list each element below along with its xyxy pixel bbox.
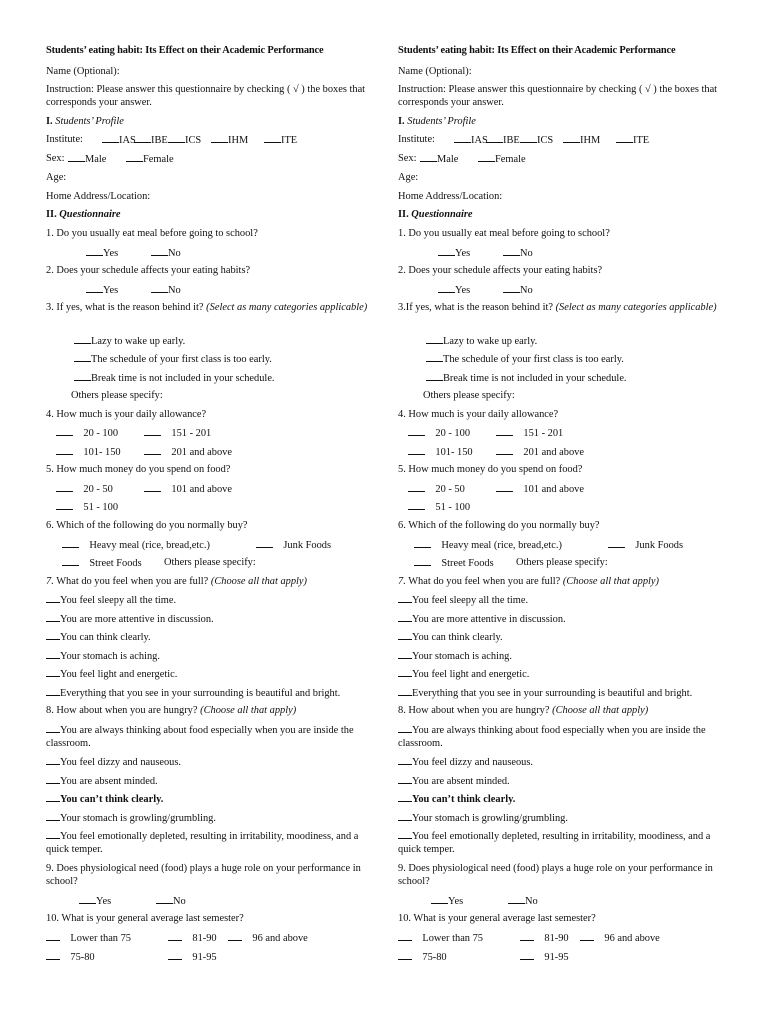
text: (Select as many categories applicable)	[206, 302, 368, 313]
text: 7.	[398, 576, 406, 587]
question-2	[398, 264, 602, 277]
answer-blank[interactable]	[168, 133, 185, 143]
answer-blank[interactable]	[74, 334, 91, 344]
text: Male	[85, 154, 107, 165]
text: You are absent minded.	[60, 776, 158, 787]
text: You can think clearly.	[412, 632, 503, 643]
answer-blank[interactable]	[398, 811, 412, 821]
text: You can’t think clearly.	[412, 794, 516, 805]
text: Lower than 75	[422, 933, 483, 944]
answer-blank[interactable]	[398, 593, 412, 603]
answer-blank[interactable]	[408, 500, 425, 510]
text: Lazy to wake up early.	[443, 336, 538, 347]
question-8	[46, 704, 296, 717]
text: You are always thinking about food especially when you are inside the classroom.	[46, 725, 354, 749]
form-title	[398, 44, 675, 57]
answer-blank[interactable]	[74, 371, 91, 381]
text: 51 - 100	[435, 502, 471, 513]
instruction	[398, 83, 728, 109]
answer-blank[interactable]	[46, 755, 60, 765]
text: II.	[398, 209, 409, 220]
text: IAS	[471, 135, 488, 146]
text: You are absent minded.	[412, 776, 510, 787]
answer-blank[interactable]	[46, 792, 60, 802]
text: Institute:	[398, 134, 435, 145]
text: No	[168, 285, 181, 296]
answer-blank[interactable]	[228, 931, 242, 941]
answer-blank[interactable]	[398, 630, 412, 640]
answer-blank[interactable]	[426, 352, 443, 362]
question-6	[46, 519, 248, 532]
text: 101 and above	[171, 484, 232, 495]
text: The schedule of your first class is too early.	[91, 354, 272, 365]
answer-blank[interactable]	[56, 500, 73, 510]
text: No	[525, 896, 538, 907]
text: Your stomach is growling/grumbling.	[60, 813, 216, 824]
answer-blank[interactable]	[563, 133, 580, 143]
answer-blank[interactable]	[398, 649, 412, 659]
text: Age:	[46, 172, 67, 183]
q8-option	[46, 774, 158, 788]
text: 1. Do you usually eat meal before going to school?	[46, 228, 258, 239]
answer-blank[interactable]	[426, 334, 443, 344]
answer-blank[interactable]	[68, 152, 85, 162]
text: Street Foods	[441, 558, 494, 569]
question-6	[398, 519, 600, 532]
question-3	[46, 301, 376, 314]
text: 20 - 100	[435, 428, 471, 439]
text: 201 and above	[171, 447, 232, 458]
age-field	[398, 171, 418, 184]
text: II.	[46, 209, 57, 220]
answer-blank[interactable]	[86, 283, 103, 293]
answer-blank[interactable]	[46, 774, 60, 784]
age-field	[46, 171, 66, 184]
address-field	[398, 190, 502, 203]
text: 9. Does physiological need (food) plays a huge role on your performance in school?	[46, 863, 361, 887]
institute-row	[398, 133, 650, 146]
text: 5. How much money do you spend on food?	[46, 464, 231, 475]
question-3	[398, 301, 728, 314]
answer-blank[interactable]	[264, 133, 281, 143]
q7-option	[398, 649, 512, 663]
text: IHM	[580, 135, 601, 146]
q7-option	[398, 593, 528, 607]
text: ITE	[281, 135, 298, 146]
text: Junk Foods	[635, 540, 684, 551]
text: You feel light and energetic.	[412, 669, 530, 680]
answer-blank[interactable]	[496, 445, 513, 455]
text: You can think clearly.	[60, 632, 151, 643]
answer-blank[interactable]	[408, 445, 425, 455]
q8-option	[398, 723, 728, 750]
q7-option	[398, 667, 529, 681]
answer-blank[interactable]	[496, 482, 513, 492]
q7-option	[46, 649, 160, 663]
answer-blank[interactable]	[46, 723, 60, 733]
q8-option	[46, 829, 376, 856]
text: (Choose all that apply)	[562, 576, 659, 587]
q8-option	[46, 723, 376, 750]
text: You feel sleepy all the time.	[412, 595, 529, 606]
text: Break time is not included in your schedule.	[443, 373, 627, 384]
text: Lower than 75	[70, 933, 131, 944]
answer-blank[interactable]	[496, 426, 513, 436]
answer-blank[interactable]	[426, 371, 443, 381]
answer-blank[interactable]	[46, 931, 60, 941]
answer-blank[interactable]	[151, 246, 168, 256]
q7-option	[46, 667, 177, 681]
answer-blank[interactable]	[438, 246, 455, 256]
answer-blank[interactable]	[46, 686, 60, 696]
question-8	[398, 704, 648, 717]
answer-blank[interactable]	[126, 152, 143, 162]
text: What do you feel when you are full?	[408, 576, 561, 587]
section-questionnaire	[46, 208, 121, 221]
question-2	[46, 264, 250, 277]
answer-blank[interactable]	[503, 283, 520, 293]
answer-blank[interactable]	[508, 894, 525, 904]
answer-blank[interactable]	[56, 445, 73, 455]
answer-blank[interactable]	[520, 931, 534, 941]
text: 91-95	[192, 952, 217, 963]
text: (Choose all that apply)	[552, 705, 649, 716]
text: 91-95	[544, 952, 569, 963]
text: IBE	[503, 135, 520, 146]
text: 75-80	[422, 952, 447, 963]
answer-blank[interactable]	[211, 133, 228, 143]
question-5	[46, 463, 230, 476]
text: 101 and above	[523, 484, 584, 495]
answer-blank[interactable]	[414, 538, 431, 548]
q8-option	[398, 829, 728, 856]
section-students-profile	[46, 115, 124, 128]
text: ITE	[633, 135, 650, 146]
answer-blank[interactable]	[398, 829, 412, 839]
text: Questionnaire	[59, 209, 121, 220]
text: IBE	[151, 135, 168, 146]
text: Home Address/Location:	[398, 191, 503, 202]
answer-blank[interactable]	[144, 482, 161, 492]
text: Everything that you see in your surrounding is beautiful and bright.	[412, 687, 693, 699]
text: 2. Does your schedule affects your eating habits?	[46, 265, 251, 276]
text: 6. Which of the following do you normally buy?	[46, 520, 248, 531]
answer-blank[interactable]	[431, 894, 448, 904]
text: 10. What is your general average last semester?	[398, 913, 596, 924]
question-10	[398, 912, 596, 925]
answer-blank[interactable]	[398, 723, 412, 733]
question-1	[398, 227, 610, 240]
text: You feel emotionally depleted, resulting in irritability, moodiness, and a quick temper.	[398, 831, 711, 855]
text: You feel dizzy and nauseous.	[60, 757, 182, 768]
text: Sex:	[46, 153, 65, 164]
text: 10. What is your general average last semester?	[46, 913, 244, 924]
text: IAS	[119, 135, 136, 146]
text: Street Foods	[89, 558, 142, 569]
text: Yes	[455, 248, 471, 259]
answer-blank[interactable]	[144, 426, 161, 436]
text: I.	[46, 116, 53, 127]
text: 20 - 100	[83, 428, 119, 439]
text: 201 and above	[523, 447, 584, 458]
answer-blank[interactable]	[168, 931, 182, 941]
q8-option	[398, 755, 533, 769]
answer-blank[interactable]	[408, 426, 425, 436]
answer-blank[interactable]	[62, 538, 79, 548]
q7-option	[398, 686, 692, 700]
answer-blank[interactable]	[503, 246, 520, 256]
text: Name (Optional):	[46, 66, 120, 77]
text: Students’ eating habit: Its Effect on their Academic Performance	[46, 45, 324, 56]
answer-blank[interactable]	[398, 931, 412, 941]
question-4	[398, 408, 558, 421]
text: You feel dizzy and nauseous.	[412, 757, 534, 768]
question-10	[46, 912, 244, 925]
q7-option	[398, 630, 503, 644]
text: Your stomach is aching.	[60, 650, 160, 662]
text: Instruction: Please answer this questionnaire by checking ( √ ) the boxes that corresponds your answer.	[398, 84, 718, 108]
text: 96 and above	[252, 933, 308, 944]
answer-blank[interactable]	[414, 556, 431, 566]
name-field	[46, 65, 120, 78]
text: 3.If yes, what is the reason behind it?	[398, 302, 553, 313]
text: 3. If yes, what is the reason behind it?	[46, 302, 204, 313]
text: 9. Does physiological need (food) plays a huge role on your performance in school?	[398, 863, 713, 887]
answer-blank[interactable]	[46, 612, 60, 622]
q7-option	[46, 593, 176, 607]
text: Students’ Profile	[55, 116, 124, 127]
answer-blank[interactable]	[454, 133, 471, 143]
answer-blank[interactable]	[420, 152, 437, 162]
name-field	[398, 65, 472, 78]
text: 51 - 100	[83, 502, 119, 513]
section-questionnaire	[398, 208, 473, 221]
answer-blank[interactable]	[398, 774, 412, 784]
answer-blank[interactable]	[56, 482, 73, 492]
sex-row	[46, 152, 174, 165]
answer-blank[interactable]	[46, 649, 60, 659]
answer-blank[interactable]	[79, 894, 96, 904]
answer-blank[interactable]	[46, 593, 60, 603]
text: 4. How much is your daily allowance?	[46, 409, 207, 420]
text: Age:	[398, 172, 419, 183]
answer-blank[interactable]	[616, 133, 633, 143]
text: Others please specify:	[71, 390, 163, 401]
text: I.	[398, 116, 405, 127]
q8-option	[46, 811, 216, 825]
text: Others please specify:	[164, 557, 256, 568]
q8-option	[398, 774, 510, 788]
answer-blank[interactable]	[46, 667, 60, 677]
answer-blank[interactable]	[398, 612, 412, 622]
answer-blank[interactable]	[398, 950, 412, 960]
answer-blank[interactable]	[478, 152, 495, 162]
text: Yes	[455, 285, 471, 296]
answer-blank[interactable]	[86, 246, 103, 256]
text: 6. Which of the following do you normally buy?	[398, 520, 600, 531]
text: (Choose all that apply)	[210, 576, 307, 587]
text: Students’ eating habit: Its Effect on their Academic Performance	[398, 45, 676, 56]
text: Yes	[448, 896, 464, 907]
text: 8. How about when you are hungry?	[46, 705, 198, 716]
text: You can’t think clearly.	[60, 794, 164, 805]
answer-blank[interactable]	[608, 538, 625, 548]
text: 81-90	[544, 933, 569, 944]
answer-blank[interactable]	[151, 283, 168, 293]
question-5	[398, 463, 582, 476]
answer-blank[interactable]	[520, 133, 537, 143]
text: You are more attentive in discussion.	[412, 613, 566, 625]
text: 4. How much is your daily allowance?	[398, 409, 559, 420]
text: Female	[495, 154, 526, 165]
text: Female	[143, 154, 174, 165]
text: What do you feel when you are full?	[56, 576, 209, 587]
text: ICS	[537, 135, 554, 146]
answer-blank[interactable]	[486, 133, 503, 143]
text: 101- 150	[83, 447, 121, 458]
answer-blank[interactable]	[408, 482, 425, 492]
text: Institute:	[46, 134, 83, 145]
text: 2. Does your schedule affects your eating habits?	[398, 265, 603, 276]
answer-blank[interactable]	[46, 811, 60, 821]
answer-blank[interactable]	[62, 556, 79, 566]
answer-blank[interactable]	[46, 829, 60, 839]
text: The schedule of your first class is too early.	[443, 354, 624, 365]
text: Junk Foods	[283, 540, 332, 551]
text: Everything that you see in your surrounding is beautiful and bright.	[60, 687, 341, 699]
text: Yes	[103, 285, 119, 296]
text: Your stomach is aching.	[412, 650, 512, 662]
answer-blank[interactable]	[398, 667, 412, 677]
text: Male	[437, 154, 459, 165]
text: Your stomach is growling/grumbling.	[412, 813, 568, 824]
text: Lazy to wake up early.	[91, 336, 186, 347]
q8-option	[398, 792, 515, 806]
question-4	[46, 408, 206, 421]
text: 151 - 201	[171, 428, 212, 439]
text: Students’ Profile	[407, 116, 476, 127]
answer-blank[interactable]	[438, 283, 455, 293]
text: Heavy meal (rice, bread,etc.)	[89, 540, 210, 551]
text: 75-80	[70, 952, 95, 963]
q7-option	[46, 612, 214, 626]
text: 1. Do you usually eat meal before going to school?	[398, 228, 610, 239]
answer-blank[interactable]	[102, 133, 119, 143]
answer-blank[interactable]	[56, 426, 73, 436]
text: Yes	[96, 896, 112, 907]
text: You feel light and energetic.	[60, 669, 178, 680]
answer-blank[interactable]	[398, 792, 412, 802]
text: You are always thinking about food especially when you are inside the classroom.	[398, 725, 706, 749]
text: ICS	[185, 135, 202, 146]
text: Break time is not included in your schedule.	[91, 373, 275, 384]
institute-row	[46, 133, 298, 146]
answer-blank[interactable]	[398, 686, 412, 696]
q7-option	[46, 686, 340, 700]
question-1	[46, 227, 258, 240]
question-9	[398, 862, 728, 888]
text: 7.	[46, 576, 54, 587]
answer-blank[interactable]	[580, 931, 594, 941]
text: Home Address/Location:	[46, 191, 151, 202]
text: No	[520, 285, 533, 296]
text: 8. How about when you are hungry?	[398, 705, 550, 716]
q7-option	[398, 612, 566, 626]
address-field	[46, 190, 150, 203]
answer-blank[interactable]	[134, 133, 151, 143]
text: Name (Optional):	[398, 66, 472, 77]
text: (Select as many categories applicable)	[555, 302, 717, 313]
q8-option	[46, 792, 163, 806]
text: 5. How much money do you spend on food?	[398, 464, 583, 475]
answer-blank[interactable]	[256, 538, 273, 548]
text: Yes	[103, 248, 119, 259]
text: You feel emotionally depleted, resulting in irritability, moodiness, and a quick temper.	[46, 831, 359, 855]
text: No	[168, 248, 181, 259]
text: You feel sleepy all the time.	[60, 595, 177, 606]
text: 20 - 50	[83, 484, 113, 495]
answer-blank[interactable]	[520, 950, 534, 960]
question-7	[46, 575, 307, 588]
text: Questionnaire	[411, 209, 473, 220]
section-students-profile	[398, 115, 476, 128]
text: Others please specify:	[516, 557, 608, 568]
text: Sex:	[398, 153, 417, 164]
text: No	[173, 896, 186, 907]
text: Others please specify:	[423, 390, 515, 401]
answer-blank[interactable]	[46, 950, 60, 960]
answer-blank[interactable]	[74, 352, 91, 362]
answer-blank[interactable]	[156, 894, 173, 904]
text: No	[520, 248, 533, 259]
text: 151 - 201	[523, 428, 564, 439]
sex-row	[398, 152, 526, 165]
answer-blank[interactable]	[398, 755, 412, 765]
text: Instruction: Please answer this questionnaire by checking ( √ ) the boxes that corresponds your answer.	[46, 84, 366, 108]
question-7	[398, 575, 659, 588]
text: (Choose all that apply)	[200, 705, 297, 716]
text: Heavy meal (rice, bread,etc.)	[441, 540, 562, 551]
text: 20 - 50	[435, 484, 465, 495]
text: You are more attentive in discussion.	[60, 613, 214, 625]
form-title	[46, 44, 323, 57]
text: IHM	[228, 135, 249, 146]
q7-option	[46, 630, 151, 644]
text: 96 and above	[604, 933, 660, 944]
text: 81-90	[192, 933, 217, 944]
question-9	[46, 862, 376, 888]
answer-blank[interactable]	[144, 445, 161, 455]
text: 101- 150	[435, 447, 473, 458]
instruction	[46, 83, 376, 109]
q8-option	[398, 811, 568, 825]
answer-blank[interactable]	[46, 630, 60, 640]
q8-option	[46, 755, 181, 769]
answer-blank[interactable]	[168, 950, 182, 960]
